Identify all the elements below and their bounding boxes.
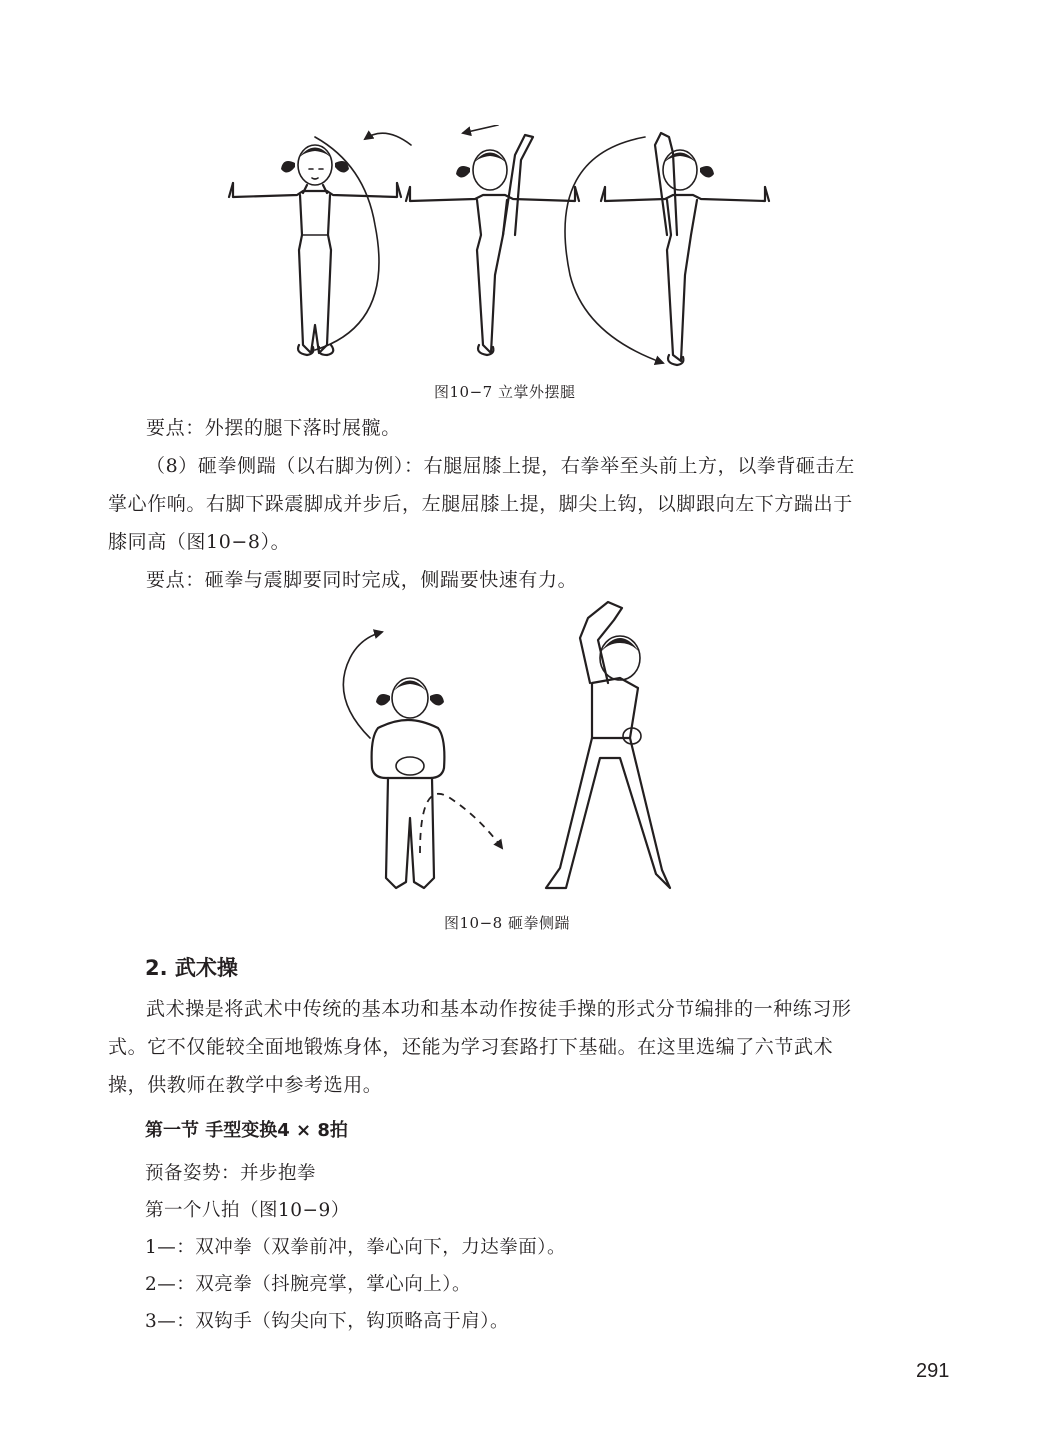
paragraph-line: 武术操是将武术中传统的基本功和基本动作按徒手操的形式分节编排的一种练习形	[146, 998, 852, 1020]
figure-10-7-illustration	[215, 125, 795, 375]
paragraph-line: 式。它不仅能较全面地锻炼身体，还能为学习套路打下基础。在这里选编了六节武术	[108, 1036, 834, 1058]
paragraph-line: 膝同高（图10−8）。	[108, 531, 291, 553]
subsection-heading: 第一节 手型变换4 × 8拍	[145, 1120, 348, 1141]
boy-side-kick-figure	[546, 602, 670, 888]
eight-count-label: 第一个八拍（图10−9）	[145, 1200, 350, 1221]
step-item: 1—：双冲拳（双拳前冲，拳心向下，力达拳面）。	[145, 1237, 567, 1258]
paragraph-block-1	[108, 409, 920, 599]
girl-fist-figure	[343, 632, 502, 888]
girl-standing-figure	[229, 133, 411, 355]
paragraph-line: （8）砸拳侧踹（以右脚为例）：右腿屈膝上提，右拳举至头前上方，以拳背砸击左	[146, 455, 855, 477]
prep-posture-text: 预备姿势：并步抱拳	[145, 1163, 317, 1184]
section-heading: 2. 武术操	[145, 956, 238, 980]
step-item: 2—：双亮拳（抖腕亮掌，掌心向上）。	[145, 1274, 472, 1295]
key-point-text: 要点：砸拳与震脚要同时完成，侧踹要快速有力。	[146, 569, 578, 591]
paragraph-line: 掌心作响。右脚下跺震脚成并步后，左腿屈膝上提，脚尖上钩，以脚跟向左下方踹出于	[108, 493, 853, 515]
paragraph-block-2	[108, 990, 920, 1104]
girl-kick-figure	[406, 125, 579, 355]
paragraph-line: 操，供教师在教学中参考选用。	[108, 1074, 383, 1096]
girl-swing-figure	[565, 133, 769, 365]
page-number: 291	[916, 1360, 950, 1382]
figure-caption-10-7: 图10−7 立掌外摆腿	[434, 383, 576, 401]
figure-10-8-illustration	[330, 598, 680, 898]
figure-caption-10-8: 图10−8 砸拳侧踹	[444, 914, 570, 932]
step-item: 3—：双钩手（钩尖向下，钩顶略高于肩）。	[145, 1311, 510, 1332]
key-point-text: 要点：外摆的腿下落时展髋。	[146, 417, 401, 439]
